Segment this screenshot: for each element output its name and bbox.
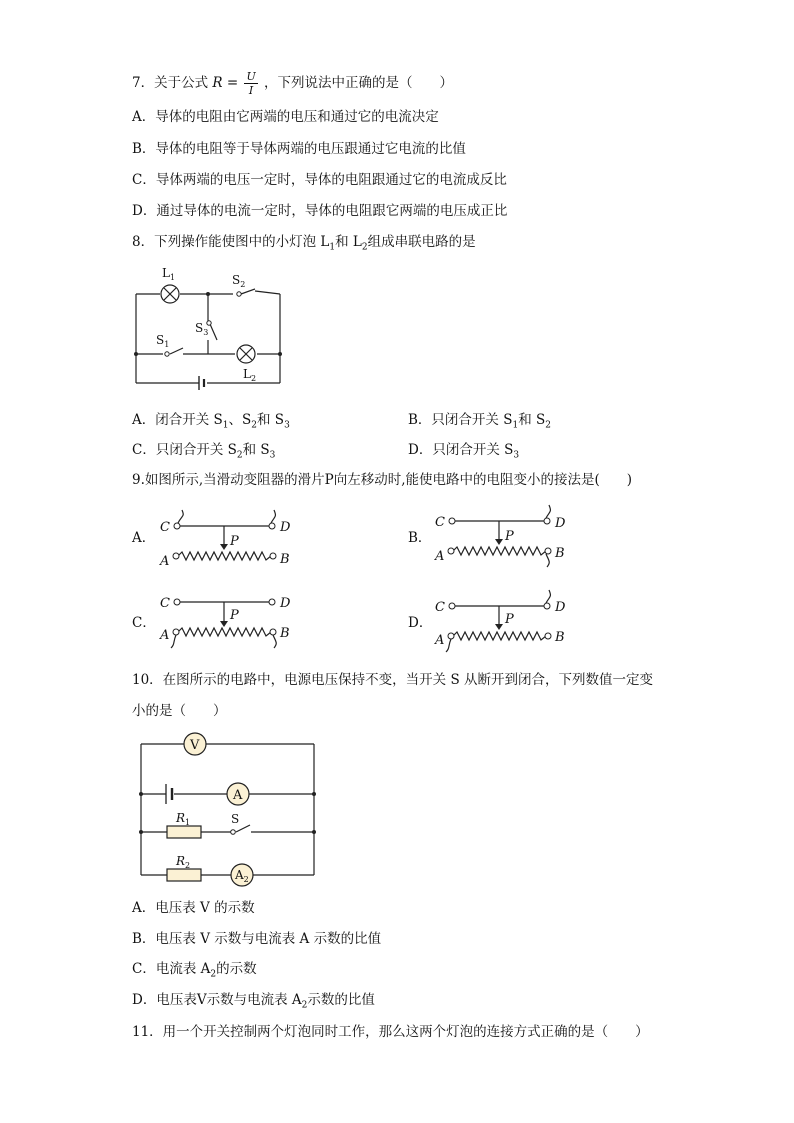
terminal-a: A	[160, 628, 170, 643]
q8-opt-a-sub3: 3	[284, 420, 290, 431]
terminal-c: C	[160, 596, 170, 611]
svg-text:L2	[243, 367, 256, 383]
label-s2: S	[232, 273, 241, 287]
label-r2: R	[176, 854, 186, 868]
terminal-b: B	[555, 630, 565, 645]
q8-opt-a-sub2: 2	[251, 420, 258, 431]
terminal-a: A	[435, 633, 445, 648]
resistor-r2	[167, 869, 201, 881]
q7-option-a: A．导体的电阻由它两端的电压和通过它的电流决定	[132, 109, 439, 125]
q8-stem-b: 和 L	[335, 234, 362, 250]
rheostat-option-c	[158, 592, 298, 654]
q7-prefix: 7．关于公式	[132, 75, 209, 91]
formula-lhs: R =	[212, 75, 239, 91]
svg-text:S2	[232, 273, 245, 289]
terminal-b: B	[280, 626, 290, 641]
q9-label-a: A．	[132, 530, 156, 546]
terminal-c: C	[160, 520, 170, 535]
label-l2: L	[243, 367, 251, 381]
q9-label-d: D．	[408, 615, 433, 631]
terminal-d: D	[555, 600, 566, 615]
label-r1-sub: 1	[185, 818, 191, 827]
q11-stem: 11．用一个开关控制两个灯泡同时工作，那么这两个灯泡的连接方式正确的是（ ）	[132, 1024, 649, 1040]
q9-label-b: B．	[408, 530, 432, 546]
svg-text:S1	[156, 333, 169, 349]
meter-a2-sub: 2	[243, 875, 249, 884]
svg-text:S3	[195, 321, 208, 337]
svg-text:L1	[162, 266, 175, 282]
q8-stem-sub2: 2	[361, 242, 368, 253]
q10-opt-d-b: 示数的比值	[307, 992, 375, 1008]
meter-a2-label: A	[235, 868, 244, 882]
q8-opt-a-mid1: 、S	[228, 412, 252, 428]
q10-option-b: B．电压表 V 示数与电流表 A 示数的比值	[132, 931, 382, 947]
label-s3: S	[195, 321, 204, 335]
terminal-d: D	[280, 596, 291, 611]
label-l1: L	[162, 266, 170, 280]
label-l2-sub: 2	[250, 374, 257, 383]
terminal-c: C	[435, 515, 445, 530]
q8-opt-b-text: B．只闭合开关 S	[408, 412, 513, 428]
q8-opt-c-sub1: 2	[236, 450, 243, 461]
q10-opt-d-sub: 2	[301, 1000, 308, 1011]
formula-fraction	[244, 70, 257, 97]
q8-opt-a-mid2: 和 S	[257, 412, 285, 428]
label-r1: R	[176, 811, 186, 825]
q8-stem-a: 8．下列操作能使图中的小灯泡 L	[132, 234, 330, 250]
lamp-l2-icon	[237, 345, 255, 363]
label-r2-sub: 2	[185, 861, 191, 870]
q7-stem	[132, 70, 453, 97]
rheostat-option-d	[433, 592, 573, 654]
q7-option-d: D．通过导体的电流一定时，导体的电阻跟它两端的电压成正比	[132, 203, 508, 219]
q10-opt-c-a: C．电流表 A	[132, 961, 211, 977]
svg-text:R2	[175, 854, 190, 870]
q10-opt-c-b: 的示数	[216, 961, 257, 977]
q8-opt-a-text: A．闭合开关 S	[132, 412, 223, 428]
terminal-p: P	[505, 612, 514, 627]
terminal-a: A	[160, 554, 170, 569]
rheostat-option-b	[433, 507, 573, 569]
q10-option-a: A．电压表 V 的示数	[132, 900, 255, 916]
q8-opt-b-sub1: 1	[512, 420, 519, 431]
ammeter-a-icon	[227, 783, 249, 805]
meter-v-label: V	[190, 738, 200, 753]
q8-opt-c-mid: 和 S	[242, 442, 270, 458]
q10-opt-c-sub: 2	[210, 969, 217, 980]
terminal-p: P	[505, 529, 514, 544]
q10-stem-line2: 小的是（ ）	[132, 703, 227, 719]
terminal-d: D	[280, 520, 291, 535]
q8-opt-c-sub2: 3	[269, 450, 276, 461]
q8-opt-c-text: C．只闭合开关 S	[132, 442, 237, 458]
q9-label-c: C．	[132, 615, 156, 631]
q7-suffix: ，下列说法中正确的是（ ）	[264, 75, 454, 91]
q8-opt-d-sub1: 3	[513, 450, 520, 461]
q8-opt-a-sub1: 1	[222, 420, 229, 431]
q8-stem	[132, 233, 476, 257]
label-s3-sub: 3	[203, 328, 209, 337]
q8-opt-b-mid: 和 S	[518, 412, 546, 428]
q8-option-b	[408, 411, 551, 435]
q10-stem-line1: 10．在图所示的电路中，电源电压保持不变，当开关 S 从断开到闭合，下列数值一定变	[132, 672, 654, 688]
q7-option-b: B．导体的电阻等于导体两端的电压跟通过它电流的比值	[132, 141, 466, 157]
q10-option-c	[132, 960, 257, 984]
q8-circuit-diagram	[125, 262, 290, 392]
q8-stem-sub1: 1	[329, 242, 336, 253]
ammeter-a2-icon	[231, 864, 253, 886]
q8-opt-b-sub2: 2	[545, 420, 551, 431]
label-l1-sub: 1	[169, 273, 176, 282]
q7-option-c: C．导体两端的电压一定时，导体的电阻跟通过它的电流成反比	[132, 172, 507, 188]
terminal-b: B	[555, 546, 565, 561]
q8-option-d	[408, 441, 519, 465]
q8-option-a	[132, 411, 290, 435]
terminal-p: P	[230, 534, 239, 549]
q10-opt-d-a: D．电压表V示数与电流表 A	[132, 992, 302, 1008]
terminal-b: B	[280, 552, 290, 567]
terminal-a: A	[435, 549, 445, 564]
terminal-c: C	[435, 600, 445, 615]
label-s2-sub: 2	[240, 280, 246, 289]
label-s1: S	[156, 333, 165, 347]
formula-denominator: I	[248, 84, 254, 97]
q9-stem: 9.如图所示,当滑动变阻器的滑片P向左移动时,能使电路中的电阻变小的接法是( )	[132, 472, 633, 488]
rheostat-option-a	[158, 507, 298, 569]
q8-option-c	[132, 441, 275, 465]
meter-a-label: A	[233, 788, 243, 803]
s2-switch-blade	[241, 289, 255, 294]
terminal-d: D	[555, 516, 566, 531]
formula-numerator: U	[246, 70, 256, 83]
q10-circuit-diagram	[133, 732, 323, 890]
q10-option-d	[132, 991, 375, 1015]
label-s1-sub: 1	[164, 340, 170, 349]
q8-stem-c: 组成串联电路的是	[367, 234, 476, 250]
lamp-l1-icon	[161, 285, 179, 303]
resistor-r1	[167, 826, 201, 838]
voltmeter-v-icon	[184, 733, 206, 755]
label-s: S	[231, 812, 240, 826]
q8-opt-d-text: D．只闭合开关 S	[408, 442, 514, 458]
terminal-p: P	[230, 608, 239, 623]
svg-text:R1	[175, 811, 190, 827]
